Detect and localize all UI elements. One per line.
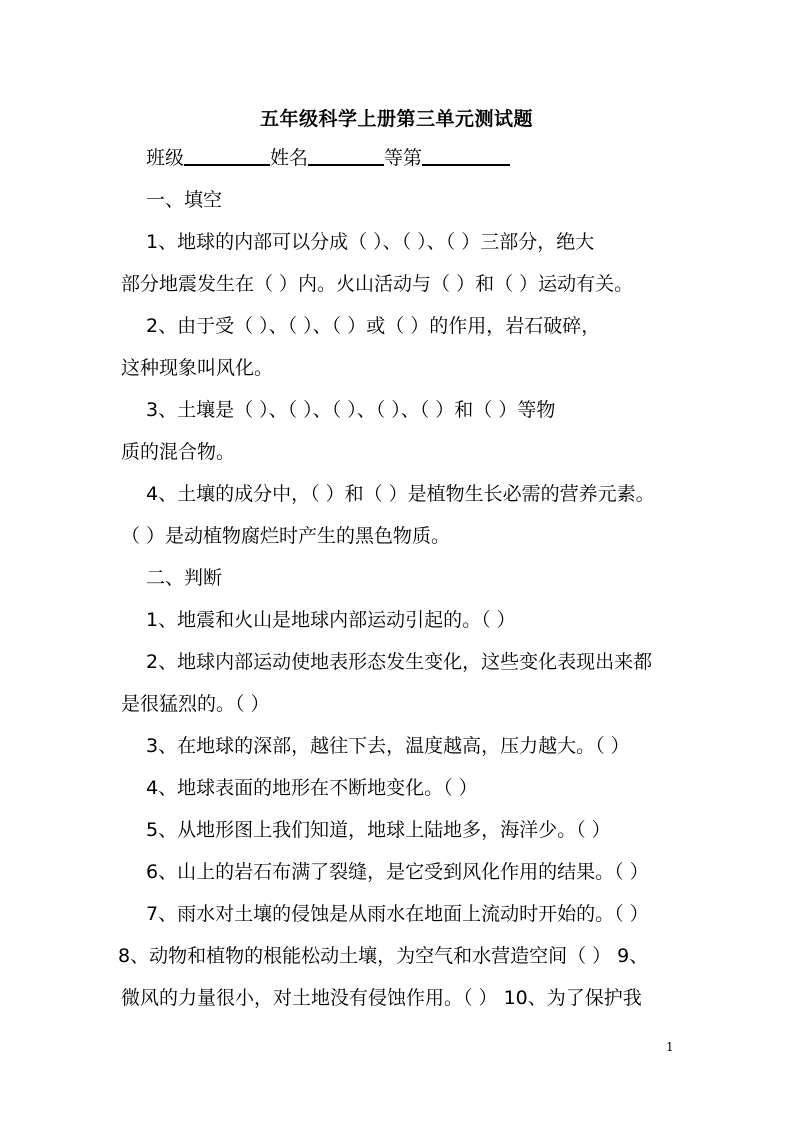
header-fields: [146, 144, 510, 172]
grade-label: 等第: [384, 147, 423, 169]
grade-blank[interactable]: [422, 144, 510, 166]
judge-question-2-line-1: 2、地球内部运动使地表形态发生变化，这些变化表现出来都: [146, 651, 653, 673]
class-label: 班级: [146, 147, 185, 169]
judge-question-5: 5、从地形图上我们知道，地球上陆地多，海洋少。（ ）: [146, 819, 611, 841]
judge-question-1: 1、地震和火山是地球内部运动引起的。（ ）: [146, 609, 516, 631]
page-title: 五年级科学上册第三单元测试题: [259, 108, 533, 130]
fill-question-3-line-2: 质的混合物。: [121, 441, 236, 463]
judge-question-3: 3、在地球的深部，越往下去，温度越高，压力越大。（ ）: [146, 735, 630, 757]
section-heading-fill: 一、填空: [146, 189, 223, 211]
judge-question-4: 4、地球表面的地形在不断地变化。（ ）: [146, 777, 478, 799]
fill-question-1-line-2: 部分地震发生在（ ）内。火山活动与（ ）和（ ）运动有关。: [121, 273, 634, 295]
class-blank[interactable]: [184, 144, 270, 166]
page-number: 1: [666, 1040, 674, 1054]
fill-question-4-line-2: （ ）是动植物腐烂时产生的黑色物质。: [121, 525, 451, 547]
judge-question-9-10: 微风的力量很小，对土地没有侵蚀作用。（ ） 10、为了保护我: [121, 987, 642, 1009]
fill-question-3-line-1: 3、土壤是（ ）、（ ）、（ ）、（ ）、（ ）和（ ）等物: [146, 399, 556, 421]
section-heading-judge: 二、判断: [146, 567, 223, 589]
fill-question-2-line-1: 2、由于受（ ）、（ ）、（ ）或（ ）的作用，岩石破碎，: [146, 315, 601, 337]
fill-question-2-line-2: 这种现象叫风化。: [121, 357, 274, 379]
judge-question-7: 7、雨水对土壤的侵蚀是从雨水在地面上流动时开始的。（ ）: [146, 903, 649, 925]
judge-question-6: 6、山上的岩石布满了裂缝，是它受到风化作用的结果。（ ）: [146, 861, 649, 883]
fill-question-4-line-1: 4、土壤的成分中，（ ）和（ ）是植物生长必需的营养元素。: [146, 483, 655, 505]
name-blank[interactable]: [308, 144, 384, 166]
judge-question-2-line-2: 是很猛烈的。（ ）: [121, 693, 270, 715]
fill-question-1-line-1: 1、地球的内部可以分成（ ）、（ ）、（ ）三部分，绝大: [146, 231, 595, 253]
name-label: 姓名: [270, 147, 309, 169]
judge-question-8-9: 8、动物和植物的根能松动土壤，为空气和水营造空间（ ） 9、: [118, 945, 649, 967]
